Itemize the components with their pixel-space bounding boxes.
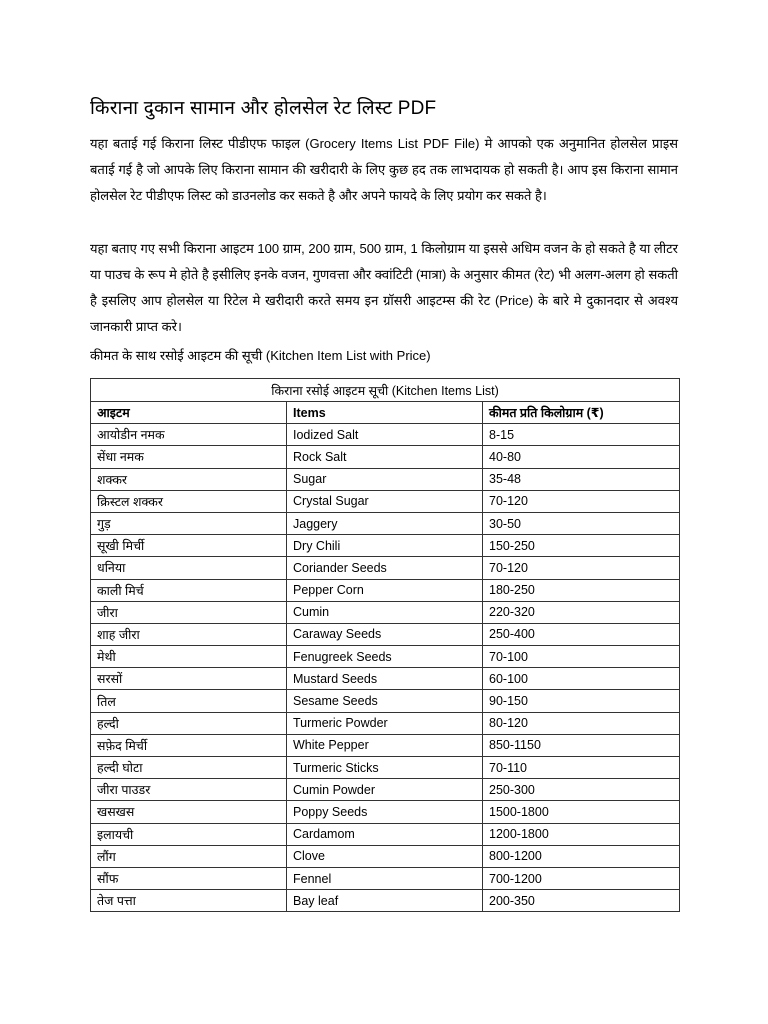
table-row: [91, 845, 680, 867]
item-name-english: Jaggery: [287, 512, 483, 534]
item-name-english: Iodized Salt: [287, 424, 483, 446]
item-price-range: 90-150: [483, 690, 680, 712]
item-price-range: 250-400: [483, 623, 680, 645]
table-row: [91, 490, 680, 512]
item-price-range: 1500-1800: [483, 801, 680, 823]
item-price-range: 40-80: [483, 446, 680, 468]
item-price-range: 35-48: [483, 468, 680, 490]
item-name-hindi: गुड़: [91, 512, 287, 534]
table-row: [91, 890, 680, 912]
table-caption-text: कीमत के साथ रसोई आइटम की सूची (Kitchen Item List with Price): [90, 348, 431, 363]
item-name-hindi: खसखस: [91, 801, 287, 823]
item-name-hindi: काली मिर्च: [91, 579, 287, 601]
item-price-range: 180-250: [483, 579, 680, 601]
item-name-hindi: सूखी मिर्ची: [91, 535, 287, 557]
item-name-english: Cumin Powder: [287, 779, 483, 801]
table-row: [91, 535, 680, 557]
item-price-range: 80-120: [483, 712, 680, 734]
item-name-hindi: क्रिस्टल शक्कर: [91, 490, 287, 512]
item-name-hindi: तिल: [91, 690, 287, 712]
item-price-range: 70-100: [483, 646, 680, 668]
item-name-english: Cumin: [287, 601, 483, 623]
item-name-english: Sugar: [287, 468, 483, 490]
item-name-hindi: मेथी: [91, 646, 287, 668]
table-row: [91, 757, 680, 779]
table-row: [91, 623, 680, 645]
item-price-range: 200-350: [483, 890, 680, 912]
column-header-hindi-item: आइटम: [91, 402, 287, 424]
item-price-range: 850-1150: [483, 734, 680, 756]
item-price-range: 1200-1800: [483, 823, 680, 845]
item-name-hindi: सेंधा नमक: [91, 446, 287, 468]
table-row: [91, 446, 680, 468]
details-paragraph: यहा बताए गए सभी किराना आइटम 100 ग्राम, 200 ग्राम, 500 ग्राम, 1 किलोग्राम या इससे अधिम वजन के हो सकते है या लीटर या पाउच के रूप मे होते है इसीलिए इनके वजन, गुणवत्ता और क्वांटिटी (मात्रा) के अनुसार कीमत (रेट) भी अलग-अलग हो सकती है इसलिए आप होलसेल या रिटेल मे खरीदारी करते समय इन ग्रॉसरी आइटम्स की रेट (Price) के बारे मे दुकानदार से अवश्य जानकारी प्राप्त करे।: [90, 241, 678, 334]
item-name-hindi: शाह जीरा: [91, 623, 287, 645]
table-row: [91, 712, 680, 734]
table-row: [91, 646, 680, 668]
table-row: [91, 801, 680, 823]
item-name-hindi: लौंग: [91, 845, 287, 867]
item-price-range: 70-110: [483, 757, 680, 779]
item-name-english: Turmeric Powder: [287, 712, 483, 734]
table-row: [91, 823, 680, 845]
table-header-row: [91, 402, 680, 424]
table-row: [91, 601, 680, 623]
item-name-english: Coriander Seeds: [287, 557, 483, 579]
table-row: [91, 424, 680, 446]
item-price-range: 800-1200: [483, 845, 680, 867]
table-row: [91, 779, 680, 801]
item-name-hindi: हल्दी घोटा: [91, 757, 287, 779]
kitchen-items-table: [90, 378, 680, 912]
item-name-english: Cardamom: [287, 823, 483, 845]
table-row: [91, 668, 680, 690]
item-name-english: Pepper Corn: [287, 579, 483, 601]
item-name-english: Clove: [287, 845, 483, 867]
item-name-english: Fenugreek Seeds: [287, 646, 483, 668]
item-name-english: Crystal Sugar: [287, 490, 483, 512]
table-row: [91, 734, 680, 756]
item-name-hindi: जीरा पाउडर: [91, 779, 287, 801]
table-row: [91, 867, 680, 889]
page-title: किराना दुकान सामान और होलसेल रेट लिस्ट PDF: [90, 98, 437, 119]
item-price-range: 150-250: [483, 535, 680, 557]
item-name-english: Fennel: [287, 867, 483, 889]
item-name-hindi: सफ़ेद मिर्ची: [91, 734, 287, 756]
item-name-english: White Pepper: [287, 734, 483, 756]
item-price-range: 250-300: [483, 779, 680, 801]
table-row: [91, 557, 680, 579]
table-row: [91, 690, 680, 712]
item-name-english: Poppy Seeds: [287, 801, 483, 823]
column-header-english-item: Items: [287, 402, 483, 424]
item-name-hindi: जीरा: [91, 601, 287, 623]
item-name-english: Bay leaf: [287, 890, 483, 912]
item-name-english: Mustard Seeds: [287, 668, 483, 690]
item-name-hindi: सौंफ: [91, 867, 287, 889]
item-name-hindi: इलायची: [91, 823, 287, 845]
column-header-price: कीमत प्रति किलोग्राम (₹): [483, 402, 680, 424]
item-name-hindi: शक्कर: [91, 468, 287, 490]
item-name-hindi: तेज पत्ता: [91, 890, 287, 912]
item-price-range: 8-15: [483, 424, 680, 446]
item-price-range: 60-100: [483, 668, 680, 690]
table-row: [91, 512, 680, 534]
item-name-english: Caraway Seeds: [287, 623, 483, 645]
item-name-hindi: धनिया: [91, 557, 287, 579]
item-price-range: 70-120: [483, 490, 680, 512]
item-price-range: 220-320: [483, 601, 680, 623]
item-name-hindi: आयोडीन नमक: [91, 424, 287, 446]
table-row: [91, 468, 680, 490]
item-name-english: Dry Chili: [287, 535, 483, 557]
table-row: [91, 579, 680, 601]
table-title-row: [91, 379, 680, 402]
item-price-range: 30-50: [483, 512, 680, 534]
item-price-range: 70-120: [483, 557, 680, 579]
intro-paragraph: यहा बताई गई किराना लिस्ट पीडीएफ फाइल (Grocery Items List PDF File) मे आपको एक अनुमानित होलसेल प्राइस बताई गई है जो आपके लिए किराना सामान की खरीदारी के लिए कुछ हद तक लाभदायक हो सकती है। आप इस किराना सामान होलसेल रेट पीडीएफ लिस्ट को डाउनलोड कर सकते है और अपने फायदे के लिए प्रयोग कर सकते है।: [90, 136, 678, 203]
item-name-hindi: सरसों: [91, 668, 287, 690]
item-price-range: 700-1200: [483, 867, 680, 889]
item-name-english: Rock Salt: [287, 446, 483, 468]
item-name-hindi: हल्दी: [91, 712, 287, 734]
table-title: किराना रसोई आइटम सूची (Kitchen Items List): [91, 379, 680, 402]
item-name-english: Sesame Seeds: [287, 690, 483, 712]
item-name-english: Turmeric Sticks: [287, 757, 483, 779]
